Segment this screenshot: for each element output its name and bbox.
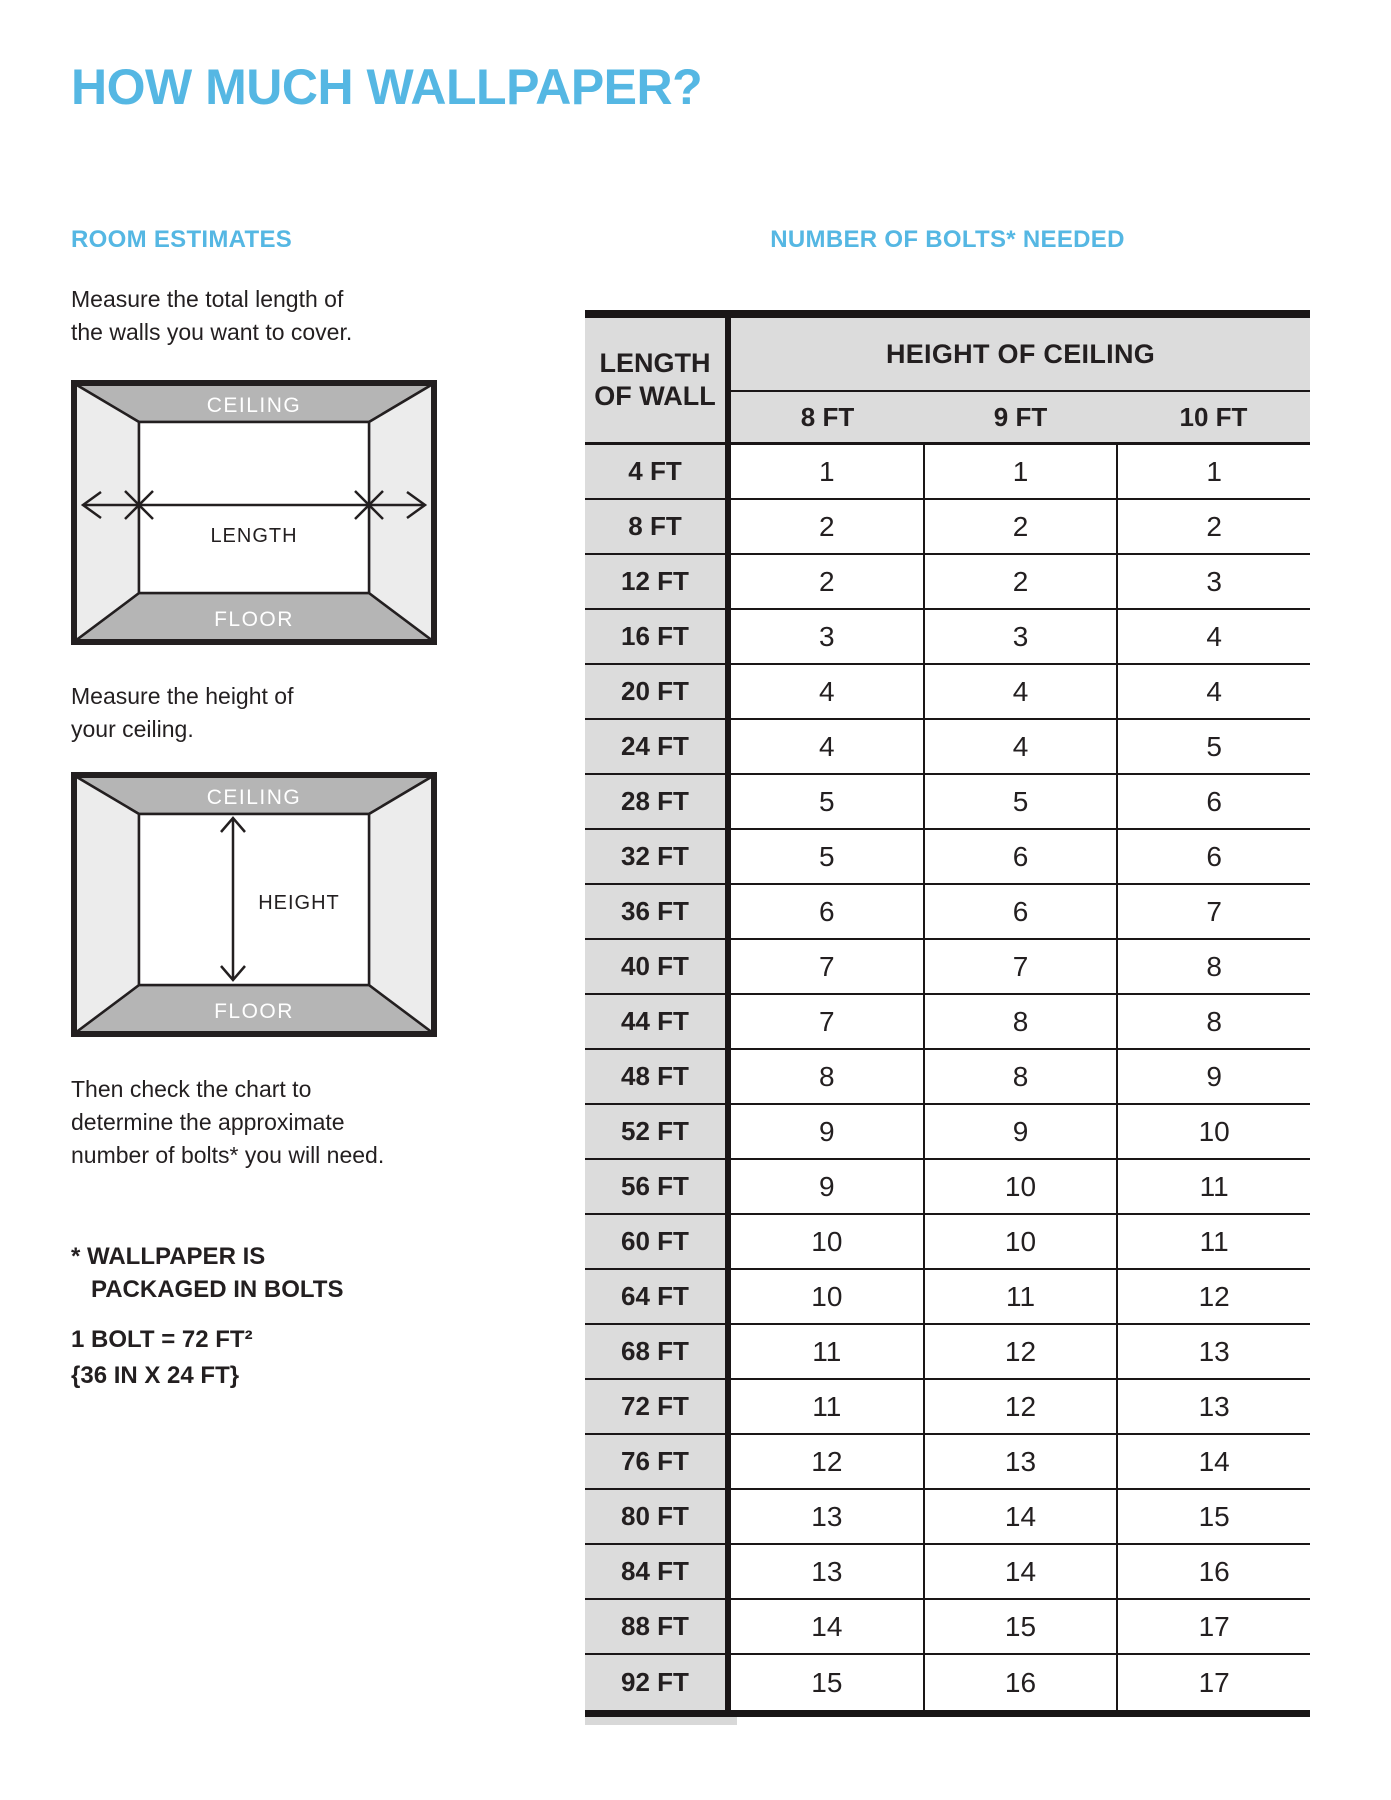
bolt-count-cell: 15	[731, 1655, 923, 1710]
bolt-count-cell: 2	[731, 555, 923, 608]
wall-length-cell: 32 FT	[585, 830, 731, 883]
bolt-count-cell: 14	[923, 1490, 1117, 1543]
bolt-count-cell: 8	[923, 1050, 1117, 1103]
table-row	[585, 555, 1310, 610]
bolt-count-cell: 4	[1116, 610, 1310, 663]
bolt-definition-line: {36 IN X 24 FT}	[71, 1362, 240, 1389]
bolt-count-cell: 9	[731, 1160, 923, 1213]
bolt-count-cell: 4	[923, 665, 1117, 718]
bolt-count-cell: 16	[1116, 1545, 1310, 1598]
bolt-count-cell: 14	[923, 1545, 1117, 1598]
bolt-count-cell: 6	[923, 885, 1117, 938]
bolt-count-cell: 2	[731, 500, 923, 553]
table-row	[585, 1545, 1310, 1600]
instruction-line: determine the approximate	[71, 1109, 345, 1135]
bolt-count-cell: 8	[923, 995, 1117, 1048]
wall-length-cell: 92 FT	[585, 1655, 731, 1710]
bolt-count-cell: 7	[731, 995, 923, 1048]
wall-length-cell: 68 FT	[585, 1325, 731, 1378]
bolt-definition-line: 1 BOLT = 72 FT²	[71, 1326, 253, 1353]
row-header-line: LENGTH	[599, 348, 711, 378]
bolt-count-cell: 17	[1116, 1600, 1310, 1653]
footnote-line: * WALLPAPER IS	[71, 1243, 266, 1270]
column-header-row	[731, 392, 1310, 442]
section-heading-room-estimates: ROOM ESTIMATES	[71, 226, 293, 253]
wall-length-cell: 44 FT	[585, 995, 731, 1048]
instruction-check-chart	[71, 1073, 384, 1172]
table-row	[585, 830, 1310, 885]
bolt-count-cell: 5	[923, 775, 1117, 828]
wall-length-cell: 72 FT	[585, 1380, 731, 1433]
table-body	[585, 445, 1310, 1710]
bolt-count-cell: 6	[1116, 830, 1310, 883]
floor-label: FLOOR	[214, 608, 294, 631]
wall-length-cell: 80 FT	[585, 1490, 731, 1543]
room-diagram-length	[71, 380, 437, 645]
wall-length-cell: 16 FT	[585, 610, 731, 663]
bolt-count-cell: 8	[1116, 940, 1310, 993]
bolt-count-cell: 1	[923, 445, 1117, 498]
bolt-count-cell: 3	[923, 610, 1117, 663]
bolt-count-cell: 11	[1116, 1160, 1310, 1213]
bolt-count-cell: 12	[923, 1325, 1117, 1378]
height-label: HEIGHT	[258, 892, 340, 914]
bolt-count-cell: 15	[1116, 1490, 1310, 1543]
wall-length-cell: 12 FT	[585, 555, 731, 608]
instruction-measure-height	[71, 680, 293, 746]
bolt-count-cell: 5	[1116, 720, 1310, 773]
bolt-count-cell: 6	[923, 830, 1117, 883]
wall-length-cell: 52 FT	[585, 1105, 731, 1158]
wall-length-cell: 56 FT	[585, 1160, 731, 1213]
bolt-count-cell: 5	[731, 775, 923, 828]
bolt-count-cell: 7	[1116, 885, 1310, 938]
table-row	[585, 1435, 1310, 1490]
bolt-count-cell: 10	[731, 1215, 923, 1268]
table-row	[585, 1325, 1310, 1380]
bolt-count-cell: 1	[1116, 445, 1310, 498]
bolt-count-cell: 13	[1116, 1380, 1310, 1433]
table-row	[585, 445, 1310, 500]
bolt-count-cell: 8	[1116, 995, 1310, 1048]
bolt-count-cell: 5	[731, 830, 923, 883]
wall-length-cell: 24 FT	[585, 720, 731, 773]
row-header-cell	[585, 318, 731, 442]
bolt-count-cell: 9	[731, 1105, 923, 1158]
table-row	[585, 995, 1310, 1050]
instruction-line: number of bolts* you will need.	[71, 1142, 385, 1168]
wall-length-cell: 8 FT	[585, 500, 731, 553]
column-headers	[731, 318, 1310, 442]
bolt-count-cell: 4	[1116, 665, 1310, 718]
section-heading-bolts-needed: NUMBER OF BOLTS* NEEDED	[770, 226, 1125, 253]
table-row	[585, 665, 1310, 720]
bolt-count-cell: 16	[923, 1655, 1117, 1710]
table-row	[585, 940, 1310, 995]
instruction-line: Measure the height of	[71, 683, 294, 709]
bolt-count-cell: 10	[731, 1270, 923, 1323]
bolt-count-cell: 2	[923, 500, 1117, 553]
page-title: HOW MUCH WALLPAPER?	[71, 59, 703, 115]
bolt-count-cell: 10	[923, 1215, 1117, 1268]
wall-length-cell: 48 FT	[585, 1050, 731, 1103]
wall-length-cell: 88 FT	[585, 1600, 731, 1653]
ceiling-label: CEILING	[206, 394, 302, 417]
wall-length-cell: 76 FT	[585, 1435, 731, 1488]
bolt-count-cell: 17	[1116, 1655, 1310, 1710]
bolt-count-cell: 13	[1116, 1325, 1310, 1378]
table-row	[585, 885, 1310, 940]
wall-length-cell: 28 FT	[585, 775, 731, 828]
table-header	[585, 318, 1310, 445]
bolt-count-cell: 13	[731, 1545, 923, 1598]
column-header-10ft: 10 FT	[1179, 401, 1248, 432]
bolt-count-cell: 1	[731, 445, 923, 498]
table-row	[585, 1380, 1310, 1435]
instruction-line: Measure the total length of	[71, 286, 344, 312]
instruction-line: the walls you want to cover.	[71, 319, 353, 345]
instruction-line: Then check the chart to	[71, 1076, 312, 1102]
wall-length-cell: 4 FT	[585, 445, 731, 498]
table-bottom-border	[585, 1710, 1310, 1717]
wall-length-cell: 20 FT	[585, 665, 731, 718]
table-row	[585, 1105, 1310, 1160]
table-row	[585, 1215, 1310, 1270]
bolt-count-cell: 9	[923, 1105, 1117, 1158]
instruction-line: your ceiling.	[71, 716, 194, 742]
bolt-count-cell: 13	[923, 1435, 1117, 1488]
ceiling-label: CEILING	[206, 786, 302, 809]
table-row	[585, 720, 1310, 775]
back-wall-face	[139, 422, 369, 593]
table-row	[585, 775, 1310, 830]
table-row	[585, 1655, 1310, 1710]
table-row	[585, 1490, 1310, 1545]
table-row	[585, 1160, 1310, 1215]
bolt-count-cell: 11	[731, 1380, 923, 1433]
wall-length-cell: 64 FT	[585, 1270, 731, 1323]
bolt-count-cell: 10	[923, 1160, 1117, 1213]
bolt-count-cell: 13	[731, 1490, 923, 1543]
table-row	[585, 500, 1310, 555]
table-row	[585, 1050, 1310, 1105]
bolt-count-cell: 14	[731, 1600, 923, 1653]
bolt-count-cell: 2	[1116, 500, 1310, 553]
column-header-8ft: 8 FT	[800, 401, 855, 432]
bolt-definition	[71, 1322, 253, 1394]
bolt-count-cell: 7	[923, 940, 1117, 993]
footnote-wallpaper-bolts	[71, 1240, 343, 1306]
wall-length-cell: 84 FT	[585, 1545, 731, 1598]
bolt-count-cell: 12	[1116, 1270, 1310, 1323]
table-row	[585, 610, 1310, 665]
floor-label: FLOOR	[214, 1000, 294, 1023]
column-group-header: HEIGHT OF CEILING	[731, 318, 1310, 392]
bolt-count-cell: 3	[1116, 555, 1310, 608]
bolts-table	[585, 310, 1310, 1725]
instruction-measure-length	[71, 283, 352, 349]
bolt-count-cell: 2	[923, 555, 1117, 608]
bolt-count-cell: 15	[923, 1600, 1117, 1653]
bolt-count-cell: 11	[731, 1325, 923, 1378]
wall-length-cell: 60 FT	[585, 1215, 731, 1268]
bolt-count-cell: 12	[923, 1380, 1117, 1433]
bolt-count-cell: 4	[923, 720, 1117, 773]
table-left-column-tail	[585, 1717, 737, 1725]
row-header-line: OF WALL	[594, 381, 716, 411]
table-row	[585, 1600, 1310, 1655]
bolt-count-cell: 8	[731, 1050, 923, 1103]
length-label: LENGTH	[210, 525, 298, 547]
room-diagram-height	[71, 772, 437, 1037]
table-top-border	[585, 310, 1310, 318]
bolt-count-cell: 11	[923, 1270, 1117, 1323]
bolt-count-cell: 12	[731, 1435, 923, 1488]
bolt-count-cell: 6	[1116, 775, 1310, 828]
bolt-count-cell: 7	[731, 940, 923, 993]
column-header-9ft: 9 FT	[993, 401, 1048, 432]
bolt-count-cell: 4	[731, 720, 923, 773]
bolt-count-cell: 9	[1116, 1050, 1310, 1103]
bolt-count-cell: 3	[731, 610, 923, 663]
bolt-count-cell: 4	[731, 665, 923, 718]
wall-length-cell: 40 FT	[585, 940, 731, 993]
wall-length-cell: 36 FT	[585, 885, 731, 938]
bolt-count-cell: 14	[1116, 1435, 1310, 1488]
bolt-count-cell: 6	[731, 885, 923, 938]
table-row	[585, 1270, 1310, 1325]
bolt-count-cell: 10	[1116, 1105, 1310, 1158]
footnote-line: PACKAGED IN BOLTS	[91, 1276, 344, 1303]
bolt-count-cell: 11	[1116, 1215, 1310, 1268]
